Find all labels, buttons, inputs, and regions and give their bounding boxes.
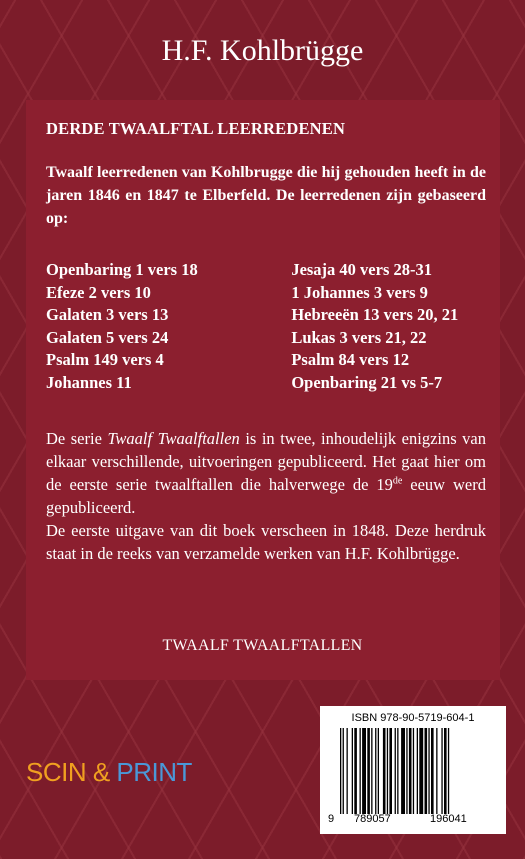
verse-item: Efeze 2 vers 10 xyxy=(46,282,151,302)
barcode-bar xyxy=(367,728,370,814)
bible-verse-list xyxy=(46,259,486,394)
barcode-bar xyxy=(383,728,386,814)
description-text: is in twee, inhoudelijk enigzins van elkaar verschillende, uitvoeringen gepubliceerd. Het gaat hier om de eerste serie twaalftallen die halverwege de 19 xyxy=(46,429,487,494)
verse-item: Psalm 149 vers 4 xyxy=(46,350,164,369)
verse-item: Openbaring 1 vers 18 xyxy=(46,260,198,279)
barcode-bar xyxy=(419,728,423,814)
barcode-bar xyxy=(444,728,447,814)
description xyxy=(46,427,486,565)
isbn-digits-group2: 196041 xyxy=(430,813,467,825)
superscript: de xyxy=(392,475,403,487)
series-title-italic: Twaalf Twaalftallen xyxy=(107,429,240,448)
isbn-barcode xyxy=(320,706,506,834)
author-name: H.F. Kohlbrügge xyxy=(161,34,364,67)
barcode-bar xyxy=(417,728,418,814)
isbn-label: ISBN 978-90-5719-604-1 xyxy=(351,712,475,724)
verse-item: Johannes 11 xyxy=(46,372,132,392)
barcode-bars xyxy=(340,728,492,814)
barcode-bar xyxy=(425,728,428,814)
description-text: De serie xyxy=(46,429,108,448)
barcode-bar xyxy=(448,728,449,814)
verse-item: Lukas 3 vers 21, 22 xyxy=(291,327,427,347)
barcode-bar xyxy=(387,728,388,814)
barcode-bar xyxy=(436,728,437,814)
barcode-bar xyxy=(343,728,344,814)
barcode-bar xyxy=(401,728,405,814)
barcode-bar xyxy=(371,728,372,814)
publisher-logo-part2: PRINT xyxy=(116,757,192,787)
verse-item: 1 Johannes 3 vers 9 xyxy=(291,282,428,302)
barcode-bar xyxy=(406,728,407,814)
publisher-logo xyxy=(26,757,192,788)
barcode-bar xyxy=(397,728,398,814)
publisher-logo-part1: SCIN & xyxy=(26,757,110,787)
isbn-digit-first: 9 xyxy=(328,813,335,825)
verse-column-right xyxy=(291,259,486,394)
barcode-bar xyxy=(347,728,348,814)
intro-paragraph: Twaalf leerredenen van Kohlbrugge die hij gehouden heeft in de jaren 1846 en 1847 te Elberfeld. De leerredenen zijn gebaseerd op: xyxy=(46,164,486,227)
barcode-bar xyxy=(395,728,396,814)
description-paragraph-2: De eerste uitgave van dit boek verscheen in 1848. Deze herdruk staat in de reeks van verzamelde werken van H.F. Kohlbrügge. xyxy=(46,521,486,563)
barcode-bar xyxy=(378,728,379,814)
verse-column-left xyxy=(46,259,291,394)
description-text: eeuw werd gepubliceerd. xyxy=(46,475,486,517)
barcode-bar xyxy=(340,728,341,814)
barcode-bar xyxy=(413,728,414,814)
barcode-bar xyxy=(431,728,434,814)
verse-item: Openbaring 21 vs 5-7 xyxy=(291,372,443,392)
verse-item: Hebreeën 13 vers 20, 21 xyxy=(291,305,459,324)
barcode-bar xyxy=(360,728,361,814)
barcode-bar xyxy=(441,728,442,814)
verse-item: Jesaja 40 vers 28-31 xyxy=(291,260,432,279)
barcode-bar xyxy=(352,728,353,814)
barcode-bar xyxy=(362,728,366,814)
description-paragraph-1 xyxy=(46,427,486,519)
barcode-bar xyxy=(428,728,429,814)
isbn-digits-group1: 789057 xyxy=(354,813,391,825)
verse-item: Psalm 84 vers 12 xyxy=(291,350,410,369)
barcode-bar xyxy=(409,728,412,814)
barcode-bar xyxy=(354,728,357,814)
barcode-bar xyxy=(389,728,392,814)
verse-item: Galaten 3 vers 13 xyxy=(46,305,169,324)
barcode-bar xyxy=(375,728,376,814)
book-subtitle: DERDE TWAALFTAL LEERREDENEN xyxy=(46,119,346,138)
verse-item: Galaten 5 vers 24 xyxy=(46,327,169,347)
series-name: TWAALF TWAALFTALLEN xyxy=(162,637,363,654)
